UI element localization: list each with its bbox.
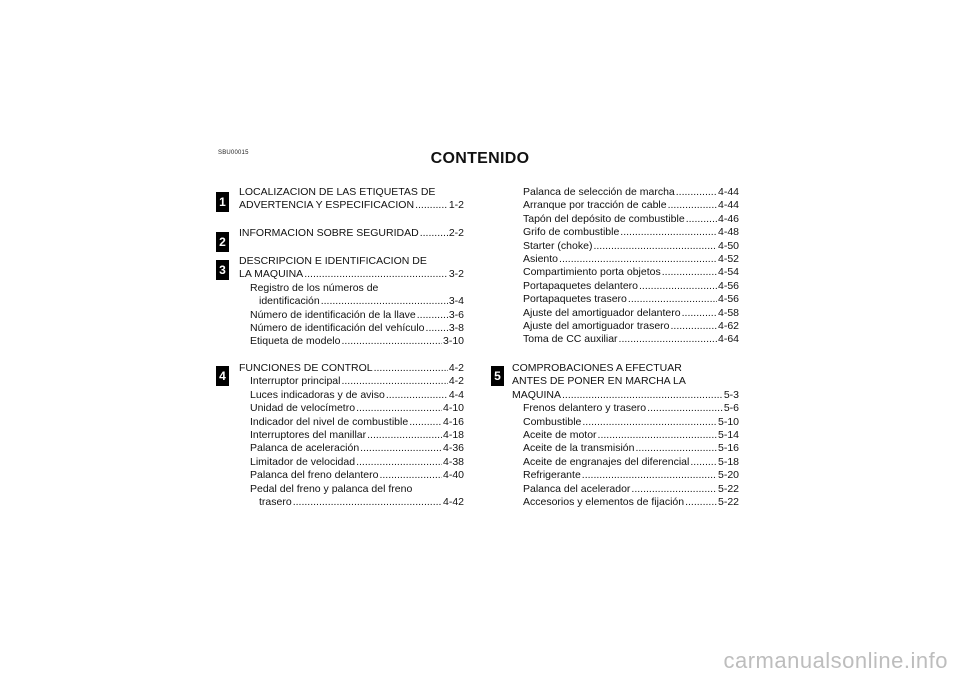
toc-entry-sec4[interactable] (239, 362, 464, 375)
toc-entry-title: INFORMACION SOBRE SEGURIDAD (239, 227, 419, 239)
toc-heading-line: LOCALIZACION DE LAS ETIQUETAS DE (239, 186, 436, 198)
dot-leader (417, 309, 448, 322)
dot-leader (367, 429, 442, 442)
toc-heading-line: DESCRIPCION E IDENTIFICACION DE (239, 255, 427, 267)
toc-entry-title: Accesorios y elementos de fijación (523, 496, 685, 509)
dot-leader (409, 416, 442, 429)
toc-entry[interactable] (239, 442, 464, 455)
toc-page-number: 4-44 (717, 186, 739, 198)
toc-page-number: 4-56 (717, 293, 739, 306)
dot-leader (562, 389, 723, 402)
toc-entry[interactable] (512, 483, 739, 496)
dot-leader (620, 226, 717, 239)
toc-entry-title: FUNCIONES DE CONTROL (239, 362, 373, 374)
toc-entry-sec2[interactable] (239, 227, 464, 240)
dot-leader (593, 240, 717, 253)
dot-leader (374, 362, 448, 375)
toc-page-number: 4-50 (717, 239, 739, 252)
toc-entry-title: Arranque por tracción de cable (523, 199, 667, 212)
toc-entry-title: Unidad de velocímetro (250, 402, 356, 415)
dot-leader (293, 496, 442, 509)
page-title: CONTENIDO (430, 150, 530, 167)
toc-entry-title: Aceite de la transmisión (523, 442, 635, 455)
toc-page-number: 4-38 (442, 455, 464, 468)
toc-entry[interactable] (512, 226, 739, 239)
dot-leader (690, 456, 717, 469)
document-code: SBU00015 (218, 150, 249, 156)
toc-entry[interactable] (239, 469, 464, 482)
dot-leader (582, 469, 717, 482)
toc-entry[interactable] (512, 293, 739, 306)
dot-leader (676, 186, 717, 199)
toc-page-number: 3-10 (442, 335, 464, 348)
dot-leader (682, 307, 717, 320)
toc-entry[interactable] (512, 402, 739, 415)
toc-entry[interactable] (239, 389, 464, 402)
toc-entry[interactable] (239, 429, 464, 442)
toc-entry[interactable] (512, 442, 739, 455)
toc-entry-title: LA MAQUINA (239, 268, 304, 281)
toc-page-number: 4-16 (442, 415, 464, 428)
toc-entry-title: Toma de CC auxiliar (523, 333, 618, 346)
dot-leader (639, 280, 717, 293)
toc-entry[interactable] (239, 309, 464, 322)
dot-leader (379, 469, 442, 482)
dot-leader (671, 320, 717, 333)
toc-entry-title: Limitador de velocidad (250, 455, 356, 468)
toc-entry-title: Número de identificación de la llave (250, 308, 416, 321)
toc-entry[interactable] (512, 186, 739, 199)
toc-subheading-line: Pedal del freno y palanca del freno (250, 482, 413, 495)
toc-page-number: 4-64 (717, 333, 739, 346)
toc-entry-title: Aceite de motor (523, 429, 597, 442)
toc-entry[interactable] (512, 469, 739, 482)
toc-entry[interactable] (239, 375, 464, 388)
toc-page-number: 5-16 (717, 442, 739, 455)
toc-entry[interactable] (512, 307, 739, 320)
toc-entry-title: Asiento (523, 253, 559, 266)
toc-page-number: 4-2 (448, 362, 464, 374)
toc-section-3 (239, 255, 464, 349)
dot-leader (635, 442, 717, 455)
toc-page-number: 4-58 (717, 306, 739, 319)
toc-heading-line: COMPROBACIONES A EFECTUAR (512, 362, 682, 374)
toc-entry-title: Interruptores del manillar (250, 429, 367, 442)
toc-entry-title: Interruptor principal (250, 375, 341, 388)
toc-entry-title: Etiqueta de modelo (250, 335, 341, 348)
toc-page-number: 2-2 (448, 227, 464, 239)
toc-entry-title: trasero (259, 496, 292, 509)
toc-section-1 (239, 186, 464, 213)
dot-leader (598, 429, 717, 442)
toc-entry-title: Ajuste del amortiguador trasero (523, 320, 670, 333)
toc-entry[interactable] (239, 295, 464, 308)
toc-page-number: 5-6 (723, 402, 739, 415)
toc-entry-title: Ajuste del amortiguador delantero (523, 306, 681, 319)
dot-leader (360, 442, 442, 455)
toc-entry[interactable] (512, 266, 739, 279)
toc-section-5 (512, 362, 739, 509)
toc-entry[interactable] (512, 496, 739, 509)
toc-entry[interactable] (512, 199, 739, 212)
dot-leader (619, 333, 717, 346)
toc-entry-title: Refrigerante (523, 469, 581, 482)
toc-section-2 (239, 227, 464, 240)
toc-entry[interactable] (512, 240, 739, 253)
toc-entry-title: Compartimiento porta objetos (523, 266, 661, 279)
toc-page-number: 5-18 (717, 455, 739, 468)
toc-entry[interactable] (512, 456, 739, 469)
toc-entry-title: Palanca de selección de marcha (523, 186, 675, 198)
dot-leader (415, 199, 448, 212)
toc-page-number: 4-4 (448, 388, 464, 401)
toc-page-number: 1-2 (448, 199, 464, 212)
dot-leader (559, 253, 717, 266)
toc-page-number: 5-20 (717, 469, 739, 482)
toc-entry[interactable] (512, 320, 739, 333)
toc-page-number: 5-22 (717, 496, 739, 509)
toc-section-4 (239, 362, 464, 509)
toc-entry-title: Palanca de aceleración (250, 442, 360, 455)
toc-entry-title: Portapaquetes trasero (523, 293, 627, 306)
toc-page-number: 4-52 (717, 253, 739, 266)
toc-page-number: 4-48 (717, 226, 739, 239)
section-tab-4[interactable]: 4 (216, 366, 229, 386)
dot-leader (647, 402, 723, 415)
toc-page-number: 3-6 (448, 308, 464, 321)
toc-page-number: 4-44 (717, 199, 739, 212)
toc-entry-title: Portapaquetes delantero (523, 279, 639, 292)
toc-page-number: 5-14 (717, 429, 739, 442)
dot-leader (341, 335, 442, 348)
toc-page-number: 3-2 (448, 268, 464, 281)
toc-entry[interactable] (512, 416, 739, 429)
dot-leader (304, 268, 448, 281)
watermark-text: carmanualsonline.info (723, 648, 948, 673)
toc-page-number: 5-10 (717, 415, 739, 428)
toc-entry-title: Palanca del acelerador (523, 482, 631, 495)
dot-leader (426, 322, 448, 335)
dot-leader (686, 213, 717, 226)
toc-entry-title: Frenos delantero y trasero (523, 402, 647, 415)
toc-heading-line: ANTES DE PONER EN MARCHA LA (512, 375, 686, 388)
toc-page-number: 4-2 (448, 375, 464, 388)
toc-entry-title: identificación (259, 295, 320, 308)
dot-leader (386, 389, 448, 402)
toc-entry-title: Número de identificación del vehículo (250, 322, 425, 335)
toc-subheading-line: Registro de los números de (250, 281, 379, 294)
toc-entry-title: Luces indicadoras y de aviso (250, 388, 385, 401)
toc-entry[interactable] (239, 456, 464, 469)
toc-page-number: 4-42 (442, 496, 464, 509)
toc-entry-title: Grifo de combustible (523, 226, 620, 239)
toc-page-number: 4-36 (442, 442, 464, 455)
toc-entry[interactable] (512, 429, 739, 442)
toc-entry-title: Combustible (523, 415, 582, 428)
toc-entry[interactable] (239, 402, 464, 415)
toc-page-number: 5-3 (723, 388, 739, 401)
dot-leader (628, 293, 717, 306)
toc-entry-sec3[interactable] (239, 268, 464, 281)
toc-entry[interactable] (239, 335, 464, 348)
toc-entry-title: Palanca del freno delantero (250, 469, 379, 482)
toc-entry-title: ADVERTENCIA Y ESPECIFICACION (239, 199, 415, 212)
toc-entry-title: Indicador del nivel de combustible (250, 415, 409, 428)
toc-page-number: 4-40 (442, 469, 464, 482)
toc-entry-title: Aceite de engranajes del diferencial (523, 455, 690, 468)
toc-page-number: 3-8 (448, 322, 464, 335)
toc-entry-sec5[interactable] (512, 389, 739, 402)
toc-entry[interactable] (239, 322, 464, 335)
toc-entry-title: Tapón del depósito de combustible (523, 212, 685, 225)
toc-entry-title: MAQUINA (512, 388, 562, 401)
dot-leader (685, 496, 717, 509)
section-tab-5[interactable]: 5 (491, 366, 504, 386)
section-tab-3[interactable]: 3 (216, 260, 229, 280)
toc-entry-title: Starter (choke) (523, 239, 593, 252)
toc-section-4-continued (512, 186, 739, 347)
toc-page-number: 4-18 (442, 429, 464, 442)
dot-leader (582, 416, 717, 429)
dot-leader (321, 295, 448, 308)
toc-page-number: 4-46 (717, 212, 739, 225)
dot-leader (631, 483, 717, 496)
section-tab-1[interactable]: 1 (216, 192, 229, 212)
section-tab-2[interactable]: 2 (216, 232, 229, 252)
dot-leader (420, 227, 448, 240)
toc-page-number: 4-62 (717, 320, 739, 333)
toc-entry[interactable] (239, 416, 464, 429)
toc-page-number: 4-10 (442, 402, 464, 415)
toc-page-number: 4-56 (717, 279, 739, 292)
toc-page-number: 4-54 (717, 266, 739, 279)
dot-leader (341, 375, 447, 388)
toc-entry[interactable] (512, 333, 739, 346)
dot-leader (668, 199, 717, 212)
toc-entry[interactable] (512, 213, 739, 226)
toc-entry[interactable] (512, 253, 739, 266)
toc-entry[interactable] (512, 280, 739, 293)
dot-leader (662, 266, 717, 279)
dot-leader (356, 456, 442, 469)
toc-entry-sec1[interactable] (239, 199, 464, 212)
toc-page-number: 5-22 (717, 482, 739, 495)
toc-page-number: 3-4 (448, 295, 464, 308)
dot-leader (356, 402, 442, 415)
toc-entry[interactable] (239, 496, 464, 509)
